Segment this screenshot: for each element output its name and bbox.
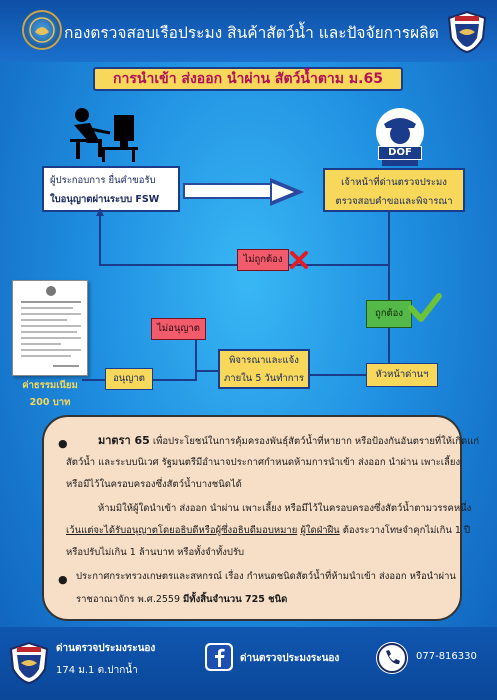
consider-branch-vertical <box>195 340 197 380</box>
person-at-computer-icon <box>68 105 140 163</box>
correct-label: ถูกต้อง <box>366 300 412 328</box>
fee-label: ค่าธรรมเนียม <box>22 380 78 391</box>
info-paragraph-2-line-3: หรือปรับไม่เกิน 1 ล้านบาท หรือทั้งจำทั้งปรับ <box>66 547 245 558</box>
info-paragraph-2-line-2 <box>66 521 470 540</box>
footer-phone-number[interactable]: 077-816330 <box>416 651 477 662</box>
legal-info-panel <box>42 415 480 621</box>
info-paragraph-1-line-1 <box>98 431 479 451</box>
footer-badge-logo <box>8 641 50 685</box>
not-approved-label: ไม่อนุญาต <box>151 318 206 340</box>
footer-office-name: ด่านตรวจประมงระนอง <box>56 643 156 654</box>
fee-value: 200 บาท <box>29 397 71 408</box>
incorrect-label: ไม่ถูกต้อง <box>237 249 289 271</box>
department-seal-logo <box>22 10 62 50</box>
bullet-icon: ● <box>58 437 68 450</box>
bullet-icon: ● <box>58 573 68 586</box>
officer-step-line-1: เจ้าหน้าที่ด่านตรวจประมง <box>341 177 447 188</box>
consider-step-line-2: ภายใน 5 วันทำการ <box>224 373 304 384</box>
big-arrow-shaft <box>183 183 273 199</box>
consider-step-box <box>218 349 310 389</box>
correct-down-line <box>388 328 390 364</box>
red-x-icon <box>289 250 309 270</box>
officer-step-box <box>323 168 465 212</box>
consider-step-line-1: พิจารณาและแจ้ง <box>229 355 299 366</box>
info-paragraph-3-line-2 <box>76 590 287 609</box>
officer-down-line <box>388 212 390 300</box>
info-p3-start: ราชอาณาจักร พ.ศ.2559 <box>76 594 184 605</box>
info-p2-penalty: ต้องระวางโทษจำคุกไม่เกิน 1 ปี <box>339 525 471 536</box>
consider-branch-mid <box>195 370 218 372</box>
info-exemption-underlined: เว้นแต่จะได้รับอนุญาตโดยอธิบดีหรือผู้ซึ่งอธิบดีมอบหมาย <box>66 525 298 536</box>
approved-label: อนุญาต <box>105 368 153 390</box>
section-65-heading: มาตรา 65 <box>98 434 150 447</box>
info-paragraph-3-line-1: ประกาศกระทรวงเกษตรและสหกรณ์ เรื่อง กำหนดชนิดสัตว์น้ำที่ห้ามนำเข้า ส่งออก หรือนำผ่าน <box>76 571 456 582</box>
info-paragraph-1-line-3: หรือมีไว้ในครอบครองซึ่งสัตว์น้ำบางชนิดได้ <box>66 479 242 490</box>
applicant-step-box <box>42 166 180 212</box>
phone-icon[interactable] <box>376 642 408 674</box>
fisheries-inspection-badge-logo <box>446 10 488 54</box>
license-document-image <box>12 280 88 376</box>
info-paragraph-2-line-1: ห้ามมิให้ผู้ใดนำเข้า ส่งออก นำผ่าน เพาะเลี้ยง หรือมีไว้ในครอบครองซึ่งสัตว์น้ำตามวรรคหนึ่ง <box>98 503 472 514</box>
approved-connector-line <box>152 379 197 381</box>
footer-address: 174 ม.1 ต.ปากน้ำ <box>56 665 138 676</box>
facebook-icon[interactable] <box>205 643 233 671</box>
header-title: กองตรวจสอบเรือประมง สินค้าสัตว์น้ำ และปัจจัยการผลิต <box>64 24 439 42</box>
green-check-icon <box>408 292 442 324</box>
dof-badge-label: DOF <box>378 146 422 160</box>
info-p1-rest: เพื่อประโยชน์ในการคุ้มครองพันธุ์สัตว์น้ำที่หายาก หรือป้องกันอันตรายที่ให้เกิดแก่ <box>149 436 480 447</box>
info-violator-underlined: ผู้ใดฝ่าฝืน <box>300 525 340 536</box>
applicant-step-line-1: ผู้ประกอบการ ยื่นคำขอรับ <box>50 175 156 186</box>
applicant-step-line-2: ใบอนุญาตผ่านระบบ FSW <box>50 194 160 205</box>
return-arrow-up-icon <box>96 208 104 216</box>
info-p3-count: มีทั้งสิ้นจำนวน 725 ชนิด <box>183 594 288 605</box>
officer-step-line-2: ตรวจสอบคำขอและพิจารณา <box>335 196 453 207</box>
big-arrow-head-inner <box>272 183 294 201</box>
head-of-office-box: หัวหน้าด่านฯ <box>366 363 438 387</box>
footer-facebook-name[interactable]: ด่านตรวจประมงระนอง <box>240 653 340 664</box>
dof-officer-icon <box>372 108 428 170</box>
return-line-left <box>99 213 101 265</box>
head-to-consider-line <box>309 374 366 376</box>
page-title: การนำเข้า ส่งออก นำผ่าน สัตว์น้ำตาม ม.65 <box>93 67 403 91</box>
seal-emblem-icon <box>24 12 60 48</box>
info-paragraph-1-line-2: สัตว์น้ำ และระบบนิเวศ รัฐมนตรีมีอำนาจประกาศกำหนดห้ามการนำเข้า ส่งออก นำผ่าน เพาะเลี้ยง <box>66 457 461 468</box>
